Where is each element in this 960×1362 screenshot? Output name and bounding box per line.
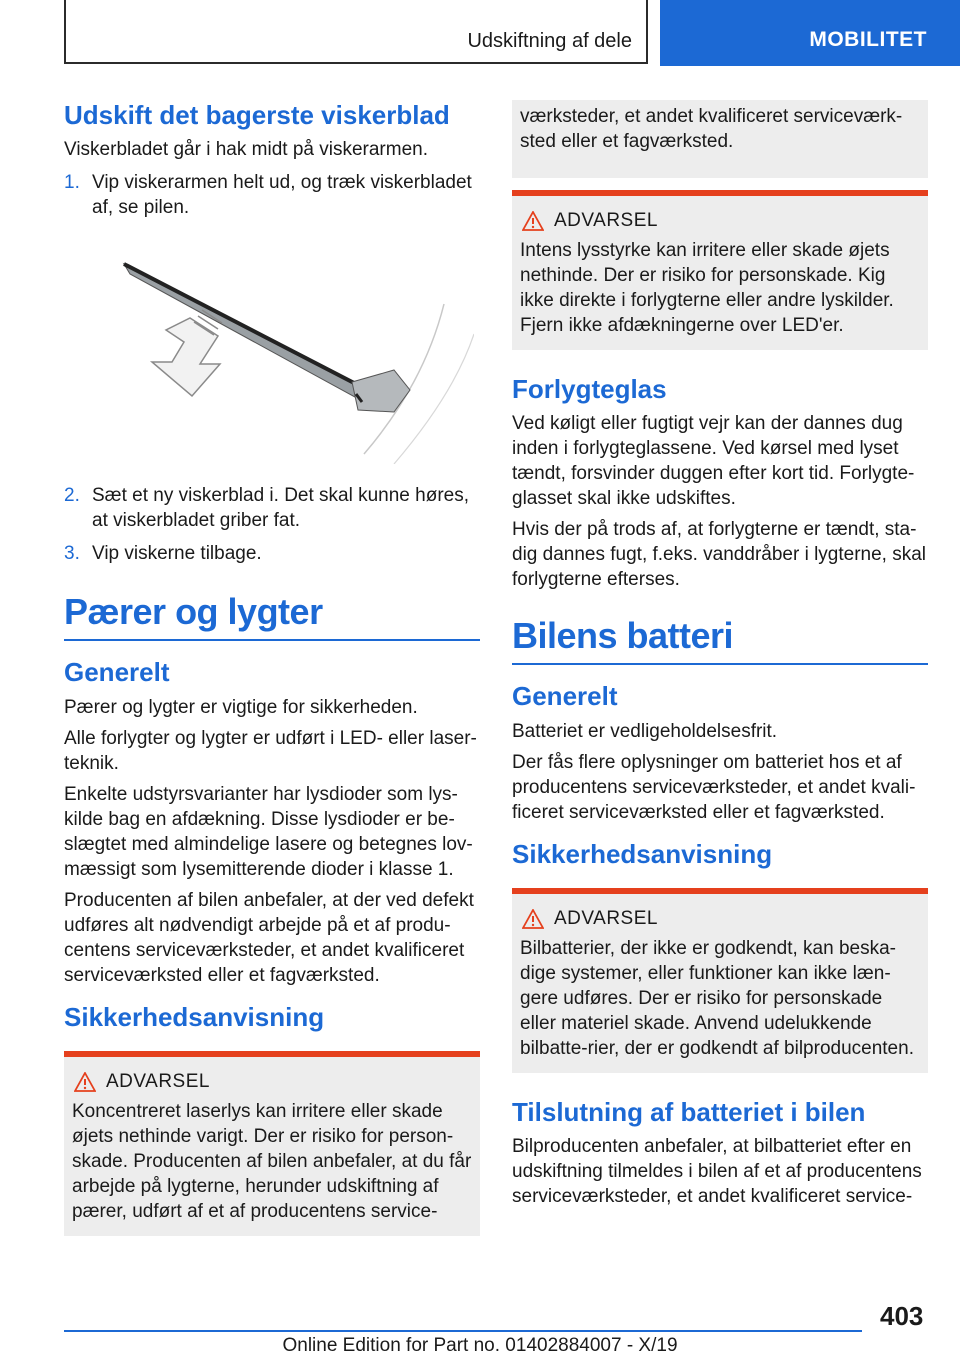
step-text: Sæt et ny viskerblad i. Det skal kunne høres, at viskerbladet griber fat. xyxy=(92,485,469,532)
footer-divider xyxy=(64,1330,862,1332)
general-paragraph: Producenten af bilen anbefaler, at der ved defekt udføres alt nødvendigt arbejde på et af produ-centens serviceværksteder, et andet kvalificeret serviceværksted eller et fagværksted. xyxy=(64,889,474,986)
section-title: Udskiftning af dele xyxy=(467,30,632,52)
warning-triangle-icon xyxy=(74,1072,96,1092)
general-paragraph: Pærer og lygter er vigtige for sikkerheden. xyxy=(64,696,418,718)
battery-safety-heading: Sikkerhedsanvisning xyxy=(512,838,773,869)
step-text: Vip viskerne tilbage. xyxy=(92,543,262,565)
warning-label: ADVARSEL xyxy=(554,907,658,929)
general-paragraph: Enkelte udstyrsvarianter har lysdioder som lys-kilde bag en afdækning. Disse lysdioder er be-slægtet med almindelige lasere og betegnes lov-mæssigt som lysemitterende dioder i klasse 1. xyxy=(64,783,473,880)
wiper-intro: Viskerbladet går i hak midt på viskerarmen. xyxy=(64,139,428,161)
warning-box xyxy=(512,190,928,350)
warning-text: Bilbatterier, der ikke er godkendt, kan beska-dige systemer, eller funktioner kan ikke læn-gere udføres. Der er risiko for personskade eller materiel skade. Anvend udelukkende bilbatte-rier, der er godkendt af bilproducenten. xyxy=(520,937,914,1059)
page-number: 403 xyxy=(880,1301,924,1331)
battery-paragraph: Batteriet er vedligeholdelsesfrit. xyxy=(512,720,778,742)
step-number: 3. xyxy=(64,543,80,565)
connect-heading: Tilslutning af batteriet i bilen xyxy=(512,1096,866,1127)
continuation-text: værksteder, et andet kvalificeret serviceværk-sted eller et fagværksted. xyxy=(520,106,903,152)
connect-paragraph: Bilproducenten anbefaler, at bilbatteriet efter en udskiftning tilmeldes i bilen af et af producentens serviceværksteder, et andet kvalificeret service- xyxy=(512,1135,922,1207)
warning-text: Koncentreret laserlys kan irritere eller skade øjets nethinde varigt. Der er risiko for person-skade. Producenten af bilen anbefaler, at du får arbejde på lygterne, herunder udskiftning af pærer, udført af et af producentens service- xyxy=(72,1100,472,1222)
safety-heading: Sikkerhedsanvisning xyxy=(64,1001,325,1032)
step-item xyxy=(64,541,480,566)
step-text: Vip viskerarmen helt ud, og træk viskerbladet af, se pilen. xyxy=(92,172,472,219)
headlight-heading: Forlygteglas xyxy=(512,374,667,404)
warning-title xyxy=(72,1071,472,1093)
warning-label: ADVARSEL xyxy=(106,1070,210,1092)
step-number: 2. xyxy=(64,485,80,507)
step-item xyxy=(64,483,480,533)
down-left-arrow-icon xyxy=(152,310,222,396)
headlight-paragraph: Hvis der på trods af, at forlygterne er tændt, sta-dig dannes fugt, f.eks. vanddråber i lygterne, skal forlygterne efterses. xyxy=(512,519,927,591)
step-item xyxy=(64,170,480,220)
warning-continuation xyxy=(512,100,928,178)
chapter-tab-label: MOBILITET xyxy=(809,28,927,51)
wiper-blade-illustration xyxy=(94,244,474,464)
general-heading: Generelt xyxy=(64,657,170,688)
warning-box xyxy=(64,1051,480,1236)
right-column xyxy=(512,100,928,1215)
battery-general-heading: Generelt xyxy=(512,681,618,712)
warning-title xyxy=(520,908,920,930)
edition-text: Online Edition for Part no. 01402884007 - X/19 xyxy=(282,1335,678,1356)
warning-title xyxy=(520,210,920,232)
warning-text: Intens lysstyrke kan irritere eller skade øjets nethinde. Der er risiko for personskade. Kig ikke direkte i forlygterne eller andre lyskilder. Fjern ikke afdækningerne over LED'er. xyxy=(520,240,894,336)
header-frame xyxy=(64,0,648,64)
warning-label: ADVARSEL xyxy=(554,210,658,231)
warning-box xyxy=(512,888,928,1073)
lights-heading: Pærer og lygter xyxy=(64,590,480,641)
step-number: 1. xyxy=(64,172,80,194)
chapter-tab[interactable] xyxy=(660,0,960,66)
general-paragraph: Alle forlygter og lygter er udført i LED- eller laser-teknik. xyxy=(64,727,477,774)
wiper-heading: Udskift det bagerste viskerblad xyxy=(64,100,450,130)
headlight-paragraph: Ved køligt eller fugtigt vejr kan der dannes dug inden i forlygteglassene. Ved kørsel med lyset tændt, forsvinder duggen efter kort tid. Forlygte-glasset skal ikke udskiftes. xyxy=(512,413,915,510)
battery-paragraph: Der fås flere oplysninger om batteriet hos et af producentens serviceværksteder, et andet kvali-ficeret serviceværksted eller et fagværksted. xyxy=(512,751,916,823)
warning-triangle-icon xyxy=(522,909,544,929)
battery-heading: Bilens batteri xyxy=(512,614,928,665)
left-column xyxy=(64,100,480,1236)
warning-triangle-icon xyxy=(522,211,544,231)
